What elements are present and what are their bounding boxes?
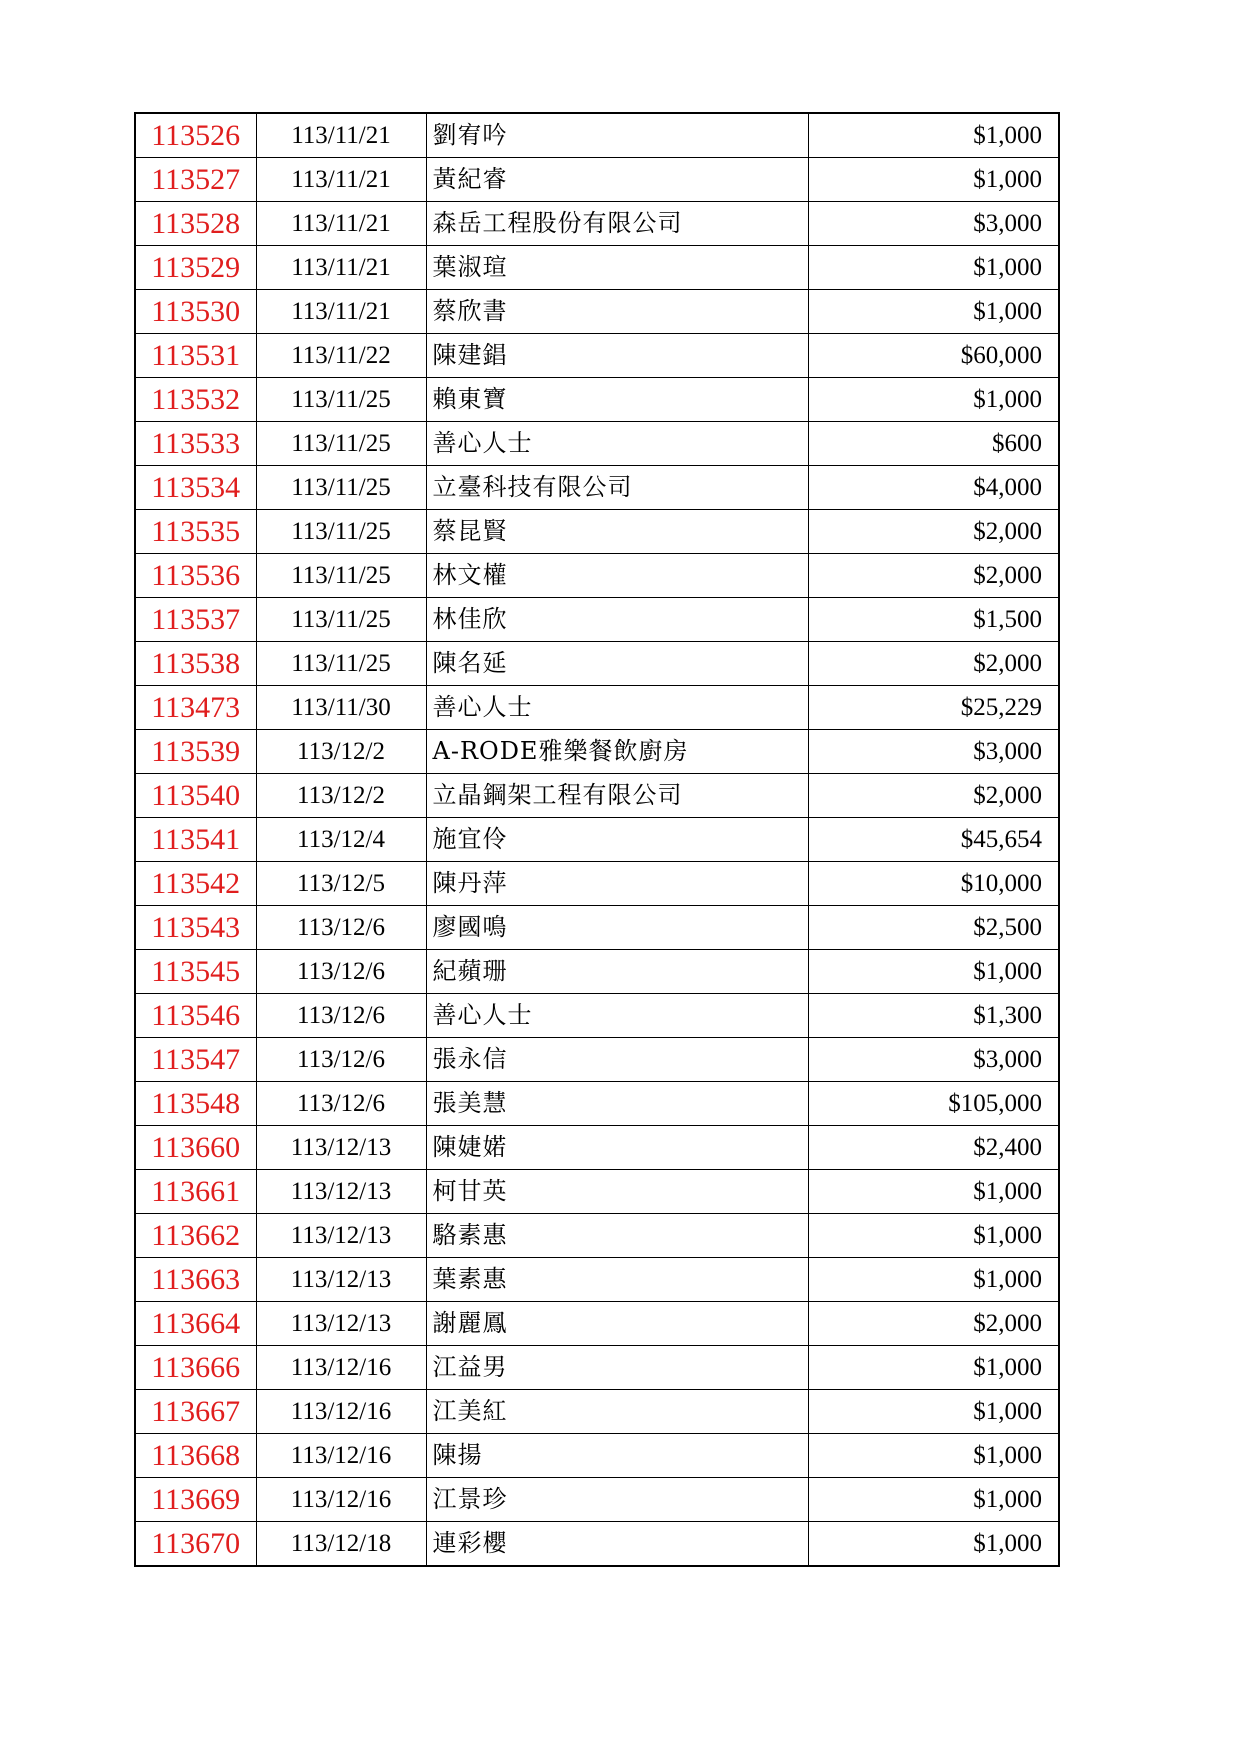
date-cell: 113/12/6 — [256, 994, 426, 1038]
receipt-number-cell: 113663 — [135, 1258, 256, 1302]
receipt-number-cell: 113662 — [135, 1214, 256, 1258]
date-cell: 113/12/2 — [256, 730, 426, 774]
receipt-number-cell: 113538 — [135, 642, 256, 686]
table-row — [135, 598, 1059, 642]
receipt-number-cell: 113660 — [135, 1126, 256, 1170]
amount-cell: $2,500 — [808, 906, 1059, 950]
donor-name-cell: 賴東寶 — [426, 378, 808, 422]
table-row — [135, 1170, 1059, 1214]
receipt-number-cell: 113534 — [135, 466, 256, 510]
amount-cell: $2,400 — [808, 1126, 1059, 1170]
date-cell: 113/12/16 — [256, 1478, 426, 1522]
amount-cell: $1,000 — [808, 378, 1059, 422]
amount-cell: $45,654 — [808, 818, 1059, 862]
date-cell: 113/11/21 — [256, 246, 426, 290]
donor-name-cell: 蔡昆賢 — [426, 510, 808, 554]
amount-cell: $105,000 — [808, 1082, 1059, 1126]
amount-cell: $1,000 — [808, 1522, 1059, 1567]
table-row — [135, 1214, 1059, 1258]
table-row — [135, 1434, 1059, 1478]
donor-name-cell: 森岳工程股份有限公司 — [426, 202, 808, 246]
donor-name-cell: 張永信 — [426, 1038, 808, 1082]
table-row — [135, 862, 1059, 906]
receipt-number-cell: 113541 — [135, 818, 256, 862]
receipt-number-cell: 113528 — [135, 202, 256, 246]
date-cell: 113/11/21 — [256, 290, 426, 334]
receipt-number-cell: 113473 — [135, 686, 256, 730]
date-cell: 113/12/4 — [256, 818, 426, 862]
amount-cell: $60,000 — [808, 334, 1059, 378]
table-row — [135, 1346, 1059, 1390]
amount-cell: $1,000 — [808, 1434, 1059, 1478]
receipt-number-cell: 113537 — [135, 598, 256, 642]
amount-cell: $10,000 — [808, 862, 1059, 906]
table-row — [135, 158, 1059, 202]
table-row — [135, 554, 1059, 598]
table-row — [135, 1038, 1059, 1082]
receipt-number-cell: 113547 — [135, 1038, 256, 1082]
table-row — [135, 950, 1059, 994]
amount-cell: $3,000 — [808, 202, 1059, 246]
table-row — [135, 466, 1059, 510]
receipt-number-cell: 113543 — [135, 906, 256, 950]
date-cell: 113/11/21 — [256, 113, 426, 158]
donor-name-cell: 柯甘英 — [426, 1170, 808, 1214]
donor-name-cell: 善心人士 — [426, 994, 808, 1038]
receipt-number-cell: 113661 — [135, 1170, 256, 1214]
table-row — [135, 510, 1059, 554]
donor-name-cell: 葉素惠 — [426, 1258, 808, 1302]
receipt-number-cell: 113667 — [135, 1390, 256, 1434]
donor-name-cell: 施宜伶 — [426, 818, 808, 862]
amount-cell: $3,000 — [808, 730, 1059, 774]
donor-name-cell: 連彩櫻 — [426, 1522, 808, 1567]
table-row — [135, 378, 1059, 422]
date-cell: 113/12/13 — [256, 1214, 426, 1258]
amount-cell: $1,000 — [808, 290, 1059, 334]
receipt-number-cell: 113536 — [135, 554, 256, 598]
table-row — [135, 113, 1059, 158]
table-row — [135, 202, 1059, 246]
donor-name-cell: A-RODE雅樂餐飲廚房 — [426, 730, 808, 774]
receipt-number-cell: 113530 — [135, 290, 256, 334]
receipt-number-cell: 113535 — [135, 510, 256, 554]
receipt-number-cell: 113529 — [135, 246, 256, 290]
donor-name-cell: 劉宥吟 — [426, 113, 808, 158]
donor-name-cell: 江景珍 — [426, 1478, 808, 1522]
receipt-number-cell: 113542 — [135, 862, 256, 906]
donor-name-cell: 林佳欣 — [426, 598, 808, 642]
date-cell: 113/12/16 — [256, 1346, 426, 1390]
amount-cell: $1,000 — [808, 1390, 1059, 1434]
table-row — [135, 1126, 1059, 1170]
date-cell: 113/11/25 — [256, 378, 426, 422]
amount-cell: $2,000 — [808, 774, 1059, 818]
date-cell: 113/12/6 — [256, 906, 426, 950]
date-cell: 113/12/16 — [256, 1434, 426, 1478]
amount-cell: $2,000 — [808, 642, 1059, 686]
table-row — [135, 422, 1059, 466]
date-cell: 113/12/2 — [256, 774, 426, 818]
amount-cell: $1,000 — [808, 1346, 1059, 1390]
donation-table — [134, 112, 1060, 1567]
amount-cell: $2,000 — [808, 510, 1059, 554]
date-cell: 113/11/25 — [256, 642, 426, 686]
donor-name-cell: 張美慧 — [426, 1082, 808, 1126]
receipt-number-cell: 113548 — [135, 1082, 256, 1126]
date-cell: 113/12/6 — [256, 1082, 426, 1126]
table-row — [135, 906, 1059, 950]
amount-cell: $600 — [808, 422, 1059, 466]
date-cell: 113/11/25 — [256, 466, 426, 510]
table-row — [135, 1302, 1059, 1346]
donor-name-cell: 陳建錩 — [426, 334, 808, 378]
amount-cell: $2,000 — [808, 554, 1059, 598]
amount-cell: $1,000 — [808, 1478, 1059, 1522]
date-cell: 113/12/13 — [256, 1302, 426, 1346]
date-cell: 113/11/30 — [256, 686, 426, 730]
donor-name-cell: 林文權 — [426, 554, 808, 598]
table-row — [135, 334, 1059, 378]
donor-name-cell: 陳婕婼 — [426, 1126, 808, 1170]
amount-cell: $1,000 — [808, 1214, 1059, 1258]
table-row — [135, 994, 1059, 1038]
receipt-number-cell: 113666 — [135, 1346, 256, 1390]
table-row — [135, 1522, 1059, 1567]
donor-name-cell: 立晶鋼架工程有限公司 — [426, 774, 808, 818]
amount-cell: $1,300 — [808, 994, 1059, 1038]
donor-name-cell: 陳丹萍 — [426, 862, 808, 906]
donor-name-cell: 蔡欣書 — [426, 290, 808, 334]
date-cell: 113/12/13 — [256, 1126, 426, 1170]
donor-name-cell: 江美紅 — [426, 1390, 808, 1434]
date-cell: 113/11/25 — [256, 554, 426, 598]
date-cell: 113/12/13 — [256, 1258, 426, 1302]
date-cell: 113/12/6 — [256, 950, 426, 994]
table-row — [135, 686, 1059, 730]
receipt-number-cell: 113533 — [135, 422, 256, 466]
table-row — [135, 730, 1059, 774]
receipt-number-cell: 113539 — [135, 730, 256, 774]
donor-name-cell: 黃紀睿 — [426, 158, 808, 202]
table-row — [135, 1478, 1059, 1522]
receipt-number-cell: 113546 — [135, 994, 256, 1038]
table-row — [135, 818, 1059, 862]
date-cell: 113/12/18 — [256, 1522, 426, 1567]
date-cell: 113/11/21 — [256, 202, 426, 246]
table-row — [135, 1390, 1059, 1434]
receipt-number-cell: 113532 — [135, 378, 256, 422]
donor-name-cell: 江益男 — [426, 1346, 808, 1390]
donor-name-cell: 立臺科技有限公司 — [426, 466, 808, 510]
date-cell: 113/11/25 — [256, 598, 426, 642]
table-row — [135, 246, 1059, 290]
amount-cell: $2,000 — [808, 1302, 1059, 1346]
receipt-number-cell: 113527 — [135, 158, 256, 202]
amount-cell: $1,500 — [808, 598, 1059, 642]
amount-cell: $1,000 — [808, 113, 1059, 158]
date-cell: 113/12/13 — [256, 1170, 426, 1214]
amount-cell: $25,229 — [808, 686, 1059, 730]
amount-cell: $1,000 — [808, 1170, 1059, 1214]
amount-cell: $3,000 — [808, 1038, 1059, 1082]
donor-name-cell: 謝麗鳳 — [426, 1302, 808, 1346]
donor-name-cell: 善心人士 — [426, 686, 808, 730]
table-row — [135, 1258, 1059, 1302]
donor-name-cell: 廖國鳴 — [426, 906, 808, 950]
donor-name-cell: 紀蘋珊 — [426, 950, 808, 994]
amount-cell: $1,000 — [808, 246, 1059, 290]
date-cell: 113/11/22 — [256, 334, 426, 378]
date-cell: 113/11/25 — [256, 510, 426, 554]
table-row — [135, 290, 1059, 334]
receipt-number-cell: 113540 — [135, 774, 256, 818]
date-cell: 113/12/6 — [256, 1038, 426, 1082]
donor-name-cell: 葉淑瑄 — [426, 246, 808, 290]
date-cell: 113/11/25 — [256, 422, 426, 466]
amount-cell: $1,000 — [808, 158, 1059, 202]
amount-cell: $1,000 — [808, 1258, 1059, 1302]
donor-name-cell: 陳名延 — [426, 642, 808, 686]
receipt-number-cell: 113531 — [135, 334, 256, 378]
date-cell: 113/11/21 — [256, 158, 426, 202]
table-row — [135, 642, 1059, 686]
date-cell: 113/12/16 — [256, 1390, 426, 1434]
receipt-number-cell: 113664 — [135, 1302, 256, 1346]
receipt-number-cell: 113670 — [135, 1522, 256, 1567]
donation-table-body — [135, 113, 1059, 1566]
date-cell: 113/12/5 — [256, 862, 426, 906]
table-row — [135, 774, 1059, 818]
receipt-number-cell: 113668 — [135, 1434, 256, 1478]
amount-cell: $1,000 — [808, 950, 1059, 994]
receipt-number-cell: 113669 — [135, 1478, 256, 1522]
table-row — [135, 1082, 1059, 1126]
donor-name-cell: 善心人士 — [426, 422, 808, 466]
donor-name-cell: 駱素惠 — [426, 1214, 808, 1258]
donor-name-cell: 陳揚 — [426, 1434, 808, 1478]
receipt-number-cell: 113526 — [135, 113, 256, 158]
amount-cell: $4,000 — [808, 466, 1059, 510]
receipt-number-cell: 113545 — [135, 950, 256, 994]
